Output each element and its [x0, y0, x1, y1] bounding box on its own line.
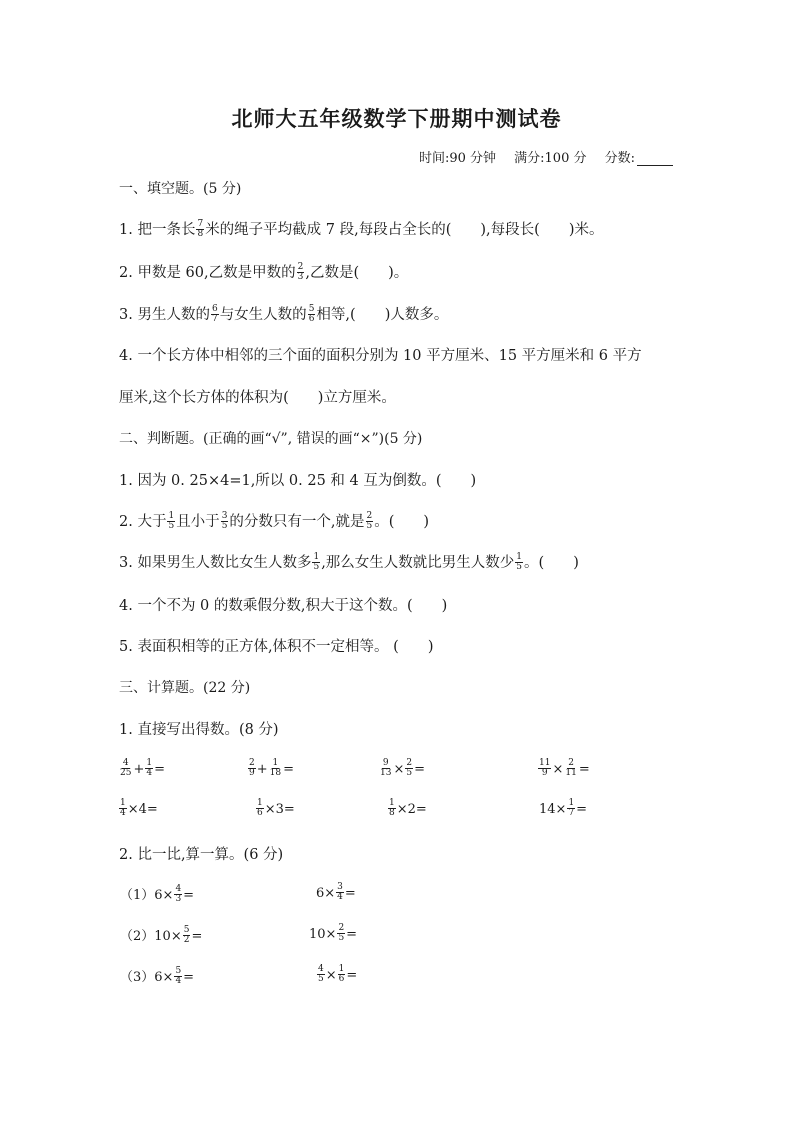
q-text: 相等,( )人数多。	[316, 307, 449, 323]
full-score: 满分:100 分	[514, 151, 587, 166]
q-text: 2. 大于	[119, 514, 167, 530]
fill-question-1	[119, 218, 603, 240]
fraction: $\frac{1}{5}$	[168, 510, 175, 531]
compare-item-3-left: （3）6× $\frac{5}{4}$ =	[120, 966, 195, 986]
compare-item-3-right: $\frac{4}{5}$ × $\frac{1}{6}$ =	[318, 964, 358, 984]
calc-item: $\frac{11}{9}$ × $\frac{2}{11}$ =	[539, 758, 590, 778]
calc-item: $\frac{1}{6}$ ×3=	[257, 798, 295, 818]
q-text: ,乙数是( )。	[305, 265, 409, 281]
calc-item: $\frac{1}{4}$ ×4=	[120, 798, 158, 818]
calc-part-1-title: 1. 直接写出得数。(8 分)	[119, 722, 279, 738]
fraction: $\frac{2}{3}$	[297, 261, 304, 282]
calc-item: $\frac{1}{8}$ ×2=	[389, 798, 427, 818]
q-text: 。( )	[374, 514, 430, 530]
score-blank[interactable]	[637, 152, 673, 166]
q-text: 的分数只有一个,就是	[229, 514, 365, 530]
judge-question-2	[119, 510, 429, 532]
calc-item: $\frac{2}{9}$ + $\frac{1}{18}$ =	[249, 758, 294, 778]
fraction: $\frac{3}{5}$	[221, 510, 228, 531]
fraction: $\frac{7}{8}$	[197, 218, 204, 239]
q-text: 与女生人数的	[219, 307, 307, 323]
judge-question-5: 5. 表面积相等的正方体,体积不一定相等。 ( )	[119, 639, 434, 655]
fill-question-2	[119, 261, 408, 283]
q-text: 3. 如果男生人数比女生人数多	[119, 555, 312, 571]
fill-question-4-line2: 厘米,这个长方体的体积为( )立方厘米。	[119, 390, 396, 406]
compare-item-2-right: 10× $\frac{2}{5}$ =	[309, 923, 358, 943]
score-label: 分数:	[604, 151, 635, 166]
compare-item-2-left: （2）10× $\frac{5}{2}$ =	[120, 925, 203, 945]
section-fill-title: 一、填空题。(5 分)	[119, 181, 242, 197]
q-text: 2. 甲数是 60,乙数是甲数的	[119, 265, 296, 281]
compare-item-1-right: 6× $\frac{3}{4}$ =	[316, 882, 356, 902]
fill-question-3	[119, 303, 448, 325]
fraction: $\frac{5}{6}$	[308, 303, 315, 324]
exam-info	[419, 147, 673, 166]
compare-item-1-left: （1）6× $\frac{4}{3}$ =	[120, 884, 195, 904]
fraction: $\frac{6}{7}$	[211, 303, 218, 324]
time-limit: 时间:90 分钟	[418, 151, 496, 166]
q-text: 3. 男生人数的	[119, 307, 210, 323]
section-judge-title: 二、判断题。(正确的画“√”, 错误的画“×”)(5 分)	[119, 431, 423, 447]
page-title: 北师大五年级数学下册期中测试卷	[231, 106, 562, 131]
calc-item: $\frac{4}{25}$ + $\frac{1}{4}$ =	[120, 758, 165, 778]
q-text: 。( )	[524, 555, 579, 571]
q-text: 1. 把一条长	[119, 222, 196, 238]
fraction: $\frac{2}{5}$	[366, 510, 373, 531]
judge-question-4: 4. 一个不为 0 的数乘假分数,积大于这个数。( )	[119, 598, 448, 614]
judge-question-3	[119, 551, 579, 573]
fraction: $\frac{1}{5}$	[516, 551, 523, 572]
calc-item: 14× $\frac{1}{7}$ =	[539, 798, 588, 818]
judge-question-1: 1. 因为 0. 25×4=1,所以 0. 25 和 4 互为倒数。( )	[119, 473, 477, 489]
q-text: 且小于	[176, 514, 220, 530]
calc-item: $\frac{9}{13}$ × $\frac{2}{5}$ =	[380, 758, 425, 778]
q-text: ,那么女生人数就比男生人数少	[321, 555, 515, 571]
q-text: 米的绳子平均截成 7 段,每段占全长的( ),每段长( )米。	[205, 222, 604, 238]
section-calc-title: 三、计算题。(22 分)	[119, 680, 251, 696]
calc-part-2-title: 2. 比一比,算一算。(6 分)	[119, 847, 284, 863]
fill-question-4-line1: 4. 一个长方体中相邻的三个面的面积分别为 10 平方厘米、15 平方厘米和 6 平方	[119, 348, 642, 364]
fraction: $\frac{1}{5}$	[313, 551, 320, 572]
